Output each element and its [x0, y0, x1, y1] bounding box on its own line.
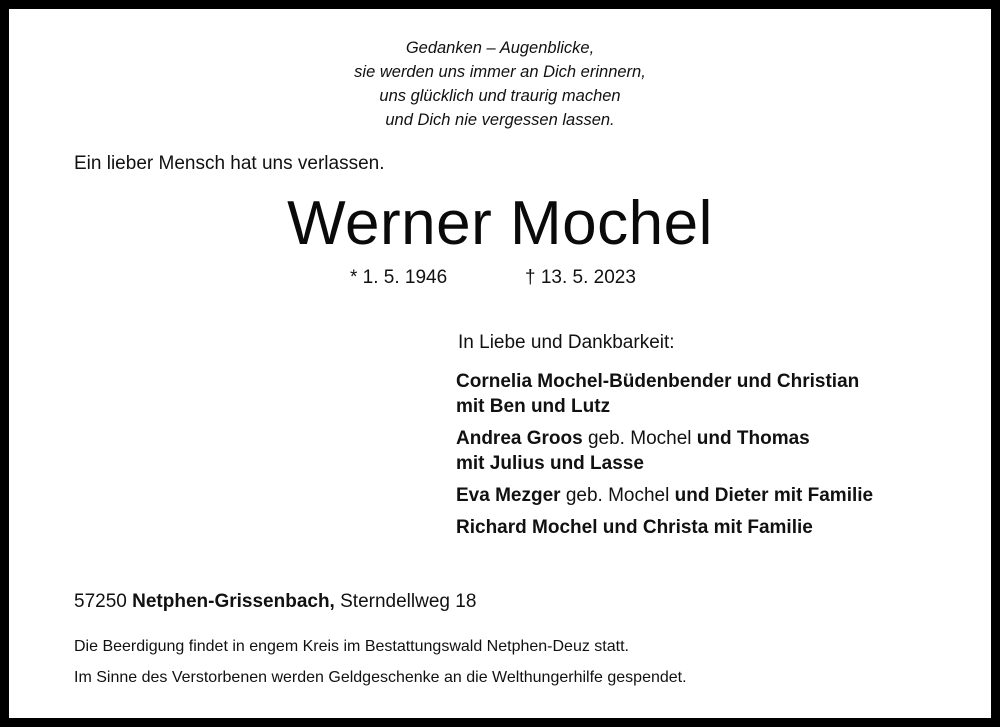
- mourner-address: [74, 591, 476, 613]
- poem-line: Gedanken – Augenblicke,: [405, 39, 595, 57]
- mourner-partner: und Thomas: [696, 428, 810, 449]
- maiden-name: geb. Mochel: [565, 485, 670, 506]
- maiden-name: geb. Mochel: [587, 428, 692, 449]
- poem-line: uns glücklich und traurig machen: [379, 87, 621, 105]
- mourner-line: Richard Mochel und Christa mit Familie: [456, 517, 813, 538]
- mourner-partner: und Dieter mit Familie: [674, 485, 874, 506]
- intro-text: Ein lieber Mensch hat uns verlassen.: [74, 153, 385, 174]
- birth-date: * 1. 5. 1946: [350, 267, 448, 288]
- mourner-line: mit Julius und Lasse: [456, 453, 644, 474]
- mourner-group: [456, 515, 873, 540]
- funeral-note: Die Beerdigung findet in engem Kreis im Bestattungswald Netphen-Deuz statt.: [74, 638, 629, 655]
- postcode: 57250: [74, 591, 127, 612]
- funeral-notes: [74, 631, 687, 693]
- mourner-group: [456, 426, 873, 476]
- town: Netphen-Grissenbach,: [132, 591, 335, 612]
- donation-note: Im Sinne des Verstorbenen werden Geldgeschenke an die Welthungerhilfe gespendet.: [74, 669, 687, 686]
- mourner-group: [456, 369, 873, 419]
- poem-line: und Dich nie vergessen lassen.: [385, 111, 615, 129]
- mourner-line: Cornelia Mochel-Büdenbender und Christian: [456, 371, 860, 392]
- deceased-name: Werner Mochel: [287, 189, 713, 258]
- memorial-poem: [0, 36, 1000, 132]
- mourner-name: Eva Mezger: [456, 485, 561, 506]
- mourner-line: mit Ben und Lutz: [456, 396, 611, 417]
- mourner-group: [456, 483, 873, 508]
- street: Sterndellweg 18: [340, 591, 477, 612]
- mourners-list: [456, 369, 873, 547]
- mourner-name: Andrea Groos: [456, 428, 583, 449]
- mourners-heading: In Liebe und Dankbarkeit:: [458, 332, 675, 353]
- poem-line: sie werden uns immer an Dich erinnern,: [354, 63, 646, 81]
- death-date: † 13. 5. 2023: [525, 267, 636, 288]
